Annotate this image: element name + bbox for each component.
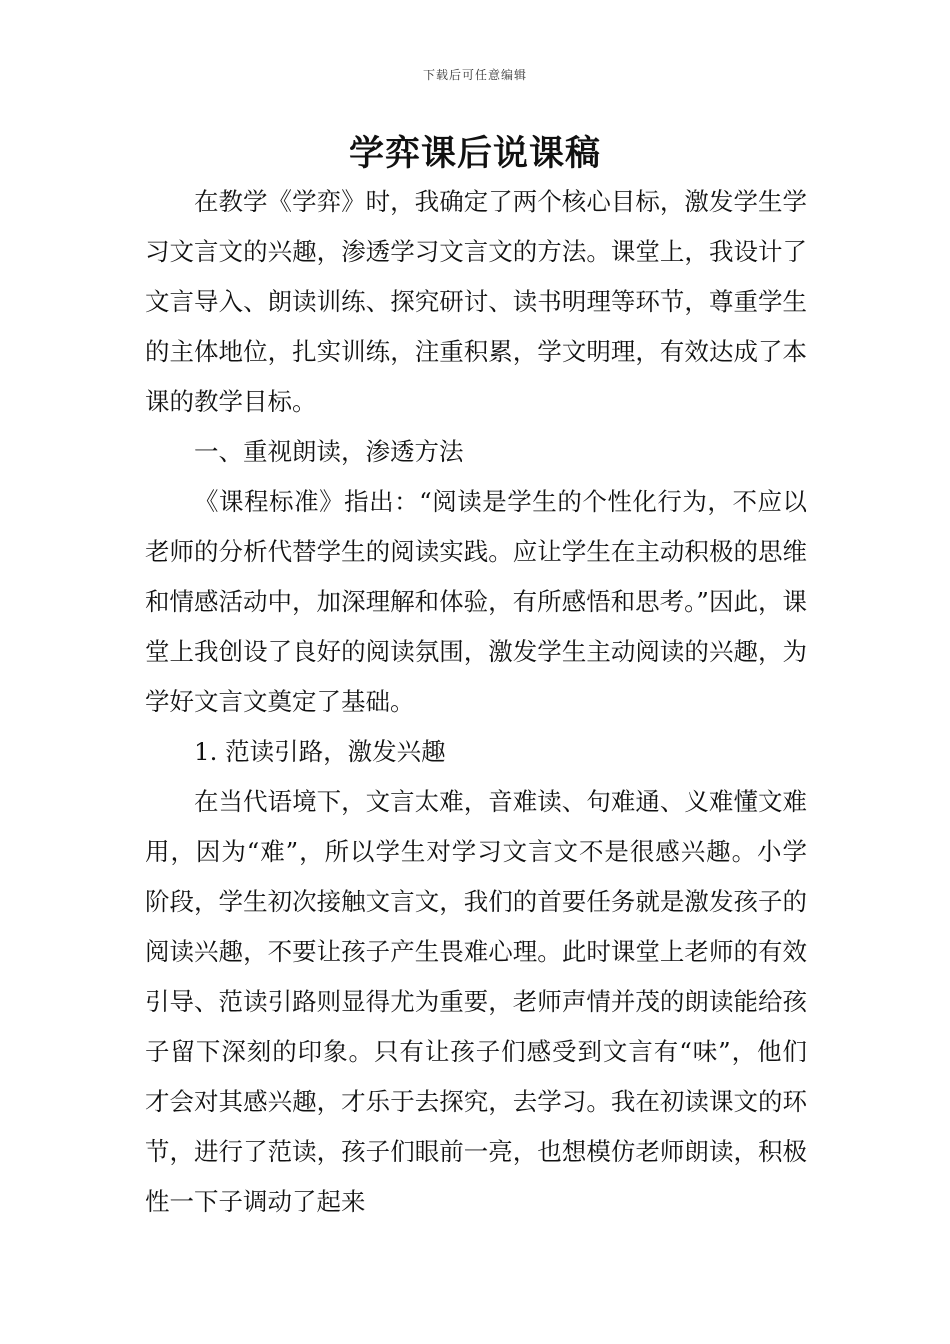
paragraph-model-reading: 在当代语境下，文言太难，音难读、句难通、义难懂文难用，因为“难”，所以学生对学习文言文不是很感兴趣。小学阶段，学生初次接触文言文，我们的首要任务就是激发孩子的阅读兴趣，不要让孩子产生畏难心理。此时课堂上老师的有效引导、范读引路则显得尤为重要，老师声情并茂的朗读能给孩子留下深刻的印象。只有让孩子们感受到文言有“味”，他们才会对其感兴趣，才乐于去探究，去学习。我在初读课文的环节，进行了范读，孩子们眼前一亮，也想模仿老师朗读，积极性一下子调动了起来 [145, 787, 807, 1216]
document-body [145, 177, 807, 1227]
paragraph-curriculum-quote: 《课程标准》指出：“阅读是学生的个性化行为，不应以老师的分析代替学生的阅读实践。应让学生在主动积极的思维和情感活动中，加深理解和体验，有所感悟和思考。”因此，课堂上我创设了良好的阅读氛围，激发学生主动阅读的兴趣，为学好文言文奠定了基础。 [145, 487, 807, 716]
section-heading-1: 一、重视朗读，渗透方法 [194, 437, 464, 466]
document-title: 学弈课后说课稿 [348, 134, 601, 174]
subsection-heading-1: 1. 范读引路，激发兴趣 [194, 737, 446, 766]
paragraph-intro: 在教学《学弈》时，我确定了两个核心目标，激发学生学习文言文的兴趣，渗透学习文言文的方法。课堂上，我设计了文言导入、朗读训练、探究研讨、读书明理等环节，尊重学生的主体地位，扎实训练，注重积累，学文明理，有效达成了本课的教学目标。 [145, 187, 807, 416]
header-note: 下载后可任意编辑 [422, 68, 527, 82]
